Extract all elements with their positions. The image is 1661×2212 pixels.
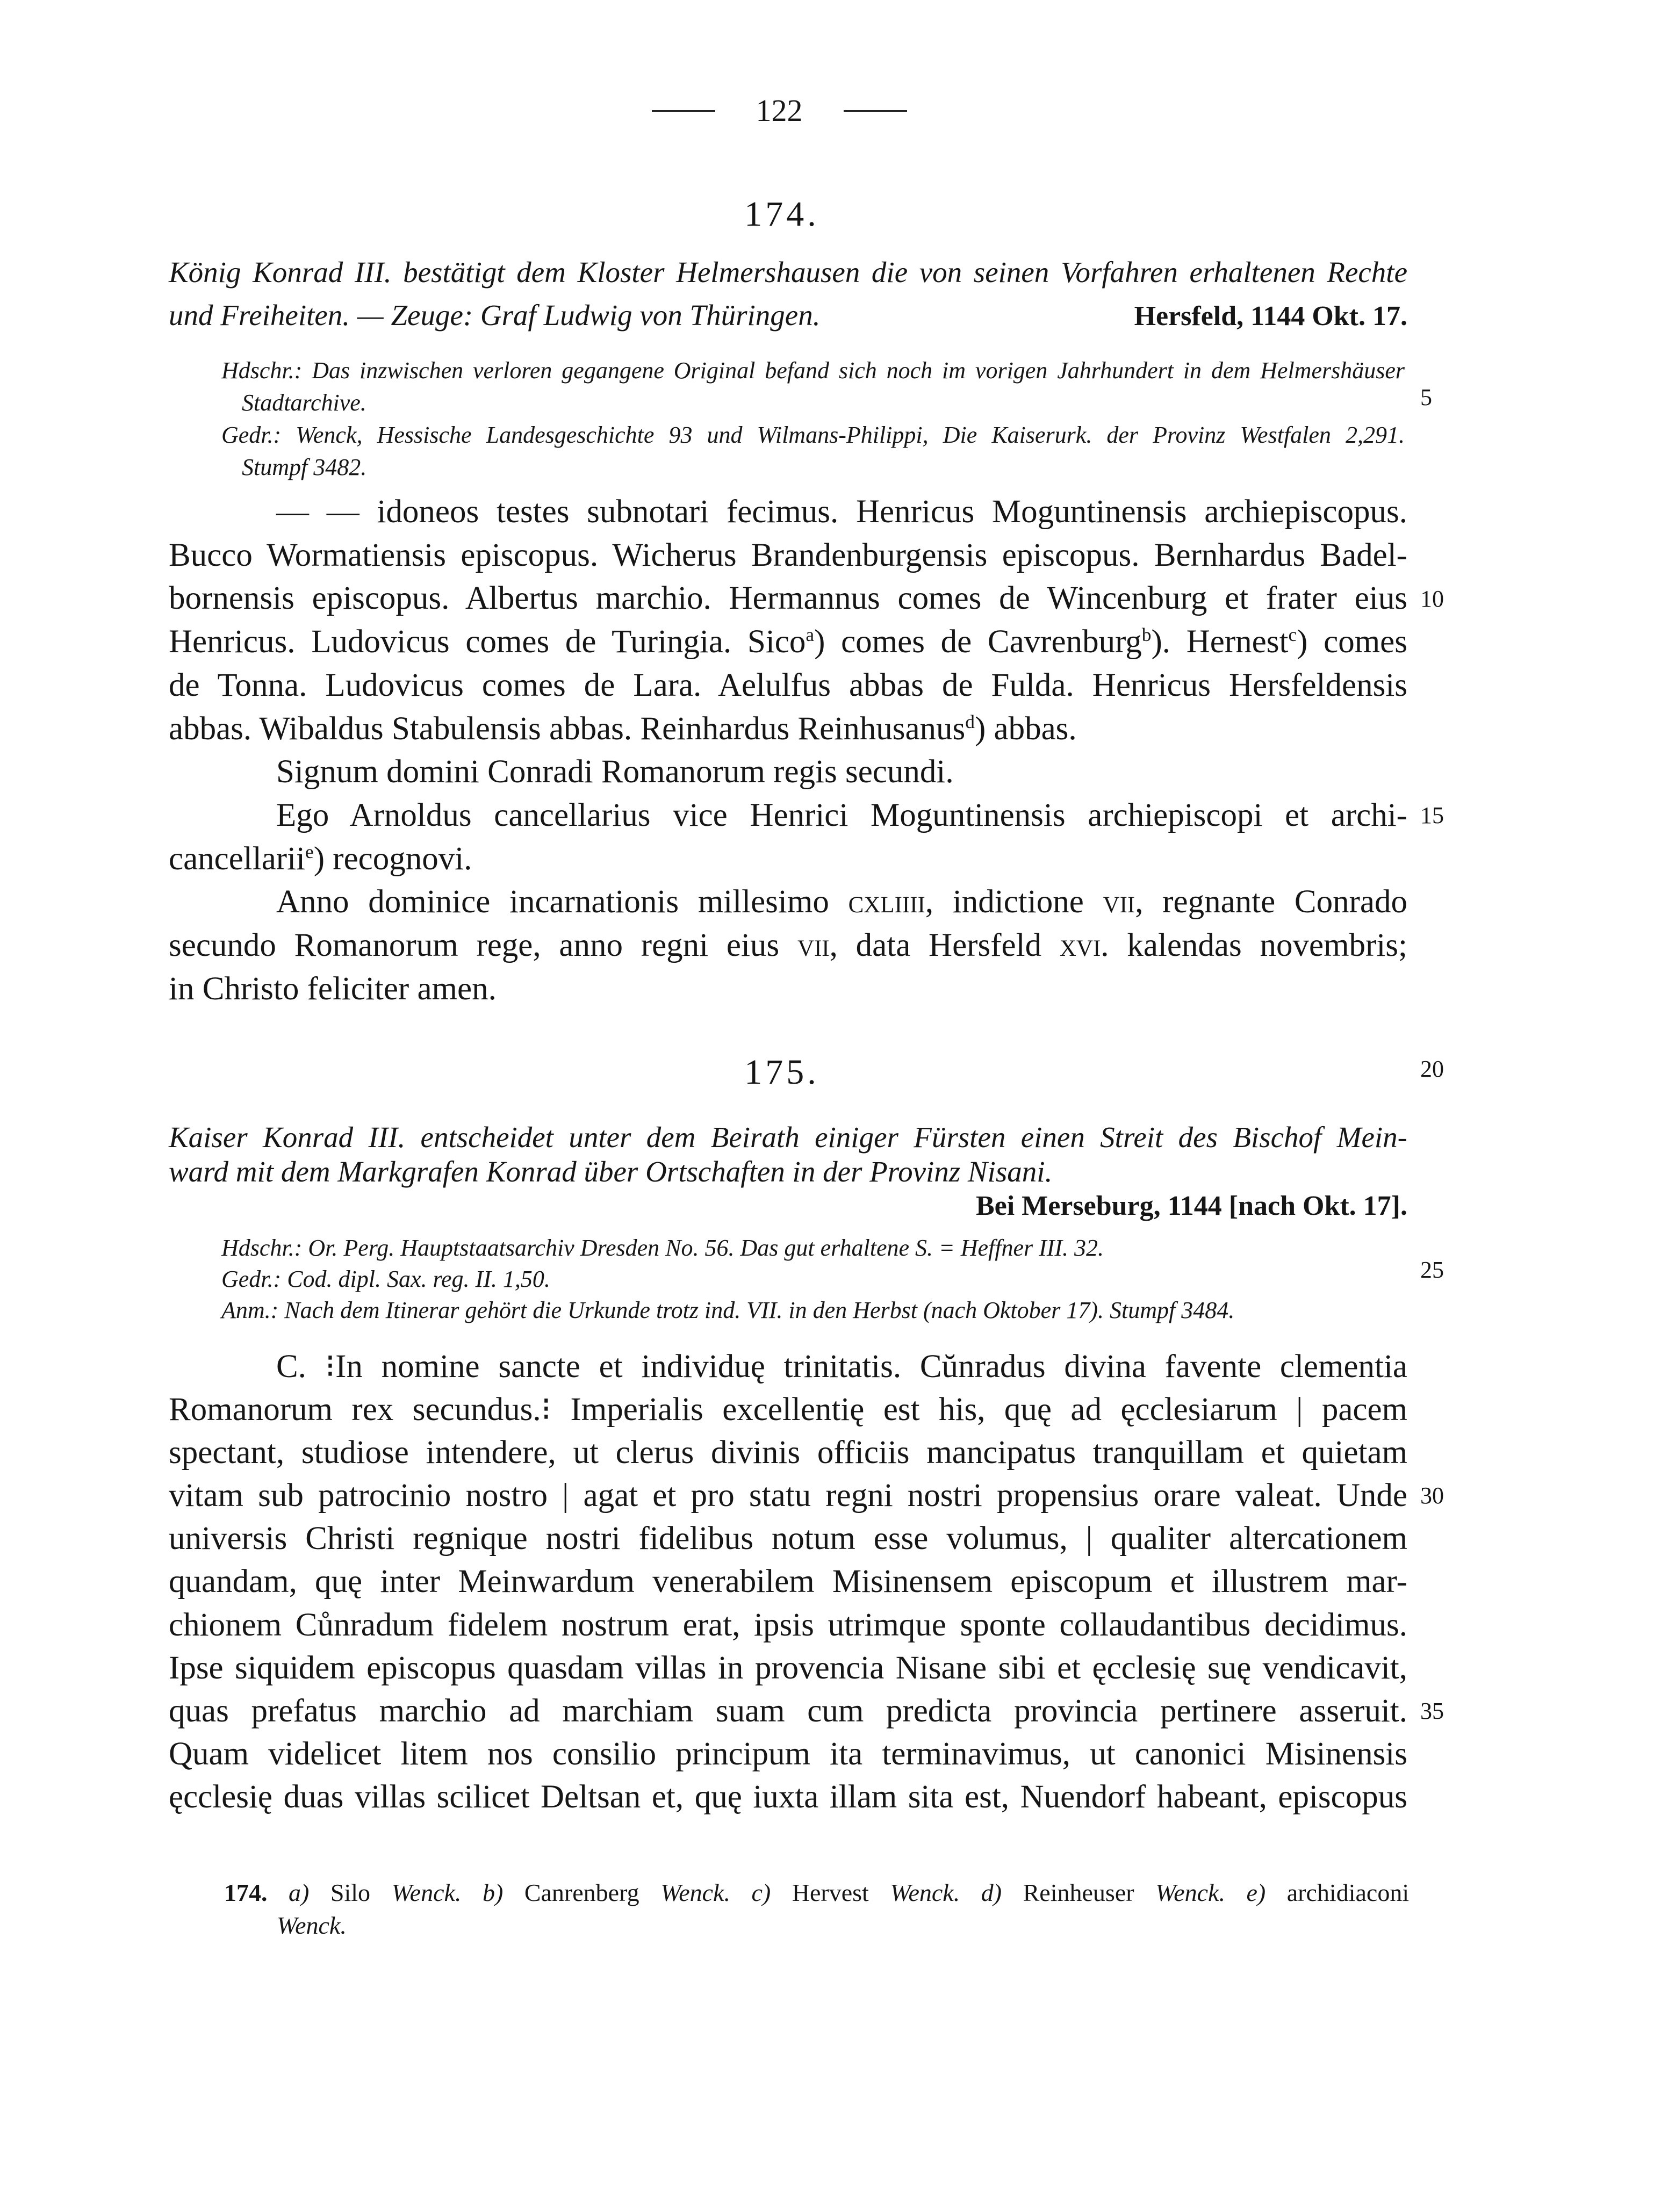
- line-number-15: 15: [1420, 802, 1444, 828]
- text-segment: Anno dominice incarnationis millesimo: [276, 884, 849, 920]
- text-segment: abbas. Wibaldus Stabulensis abbas. Reinhardus Reinhusanus: [169, 710, 966, 747]
- footnote-variant: Canrenberg: [524, 1879, 639, 1906]
- source-notes-175: [221, 1233, 1405, 1326]
- footnote-mark-a: a: [806, 623, 815, 645]
- line-number-35: 35: [1420, 1698, 1444, 1724]
- text-line: [169, 924, 1407, 968]
- roman-numeral: vii: [797, 927, 830, 964]
- regest-line: Kaiser Konrad III. entscheidet unter dem Beirath einiger Fürsten einen Streit des Bischof Mein-: [169, 1121, 1407, 1154]
- text-segment: , regnante Conrado: [1135, 884, 1407, 920]
- note-line: Hdschr.: Or. Perg. Hauptstaatsarchiv Dresden No. 56. Das gut erhaltene S. = Heffner III. 32.: [221, 1235, 1104, 1261]
- text-line: bornensis episcopus. Albertus marchio. Hermannus comes de Wincenburg et frater eius: [169, 580, 1407, 617]
- line-number-30: 30: [1420, 1482, 1444, 1509]
- place-date: Hersfeld, 1144 Okt. 17.: [1134, 301, 1407, 332]
- text-segment: cancellarii: [169, 840, 305, 877]
- footnote-line: [224, 1909, 1409, 1942]
- footnote-mark: e): [1246, 1879, 1266, 1906]
- footnote-line: [224, 1876, 1409, 1909]
- footnote-mark: a): [289, 1879, 310, 1906]
- text-line: chionem Cůnradum fidelem nostrum erat, ipsis utrimque sponte collaudantibus decidimus.: [169, 1606, 1407, 1643]
- roman-numeral: cxliiii: [848, 884, 925, 920]
- footnote-variant: Reinheuser: [1023, 1879, 1134, 1906]
- footnote-mark: b): [482, 1879, 504, 1906]
- text-segment: ) comes de Cavrenburg: [814, 624, 1142, 660]
- text-segment: ) recognovi.: [313, 840, 472, 877]
- note-line: Stumpf 3482.: [242, 454, 367, 480]
- header-rule-left: [652, 110, 715, 112]
- text-line: [169, 708, 1407, 751]
- page-number: 122: [756, 93, 803, 128]
- text-segment: ) abbas.: [974, 710, 1077, 747]
- footnote-source: Wenck.: [277, 1912, 347, 1939]
- footnote-variant: Silo: [330, 1879, 371, 1906]
- footnote-source: Wenck.: [660, 1879, 730, 1906]
- footnote-source: Wenck.: [391, 1879, 462, 1906]
- note-line: Hdschr.: Das inzwischen verloren gegangene Original befand sich noch im vorigen Jahrhundert in dem Helmershäuser: [221, 357, 1405, 384]
- text-line: quas prefatus marchio ad marchiam suam cum predicta provincia pertinere asseruit.: [169, 1692, 1407, 1729]
- regest-line-with-date: [169, 294, 1407, 338]
- text-line: — — idoneos testes subnotari fecimus. Henricus Moguntinensis archiepiscopus.: [276, 494, 1407, 530]
- text-line: vitam sub patrocinio nostro | agat et pro statu regni nostri propensius orare valeat. Unde: [169, 1478, 1407, 1514]
- footnote-source: Wenck.: [890, 1879, 960, 1906]
- charter-number-175: 175.: [744, 1053, 819, 1092]
- text-line: Ipse siquidem episcopus quasdam villas in provencia Nisane sibi et ęcclesię suę vendicavit,: [169, 1649, 1407, 1686]
- text-segment: ) comes: [1297, 624, 1407, 660]
- text-line: Signum domini Conradi Romanorum regis secundi.: [276, 754, 954, 790]
- footnotes: [224, 1876, 1409, 1942]
- note-line: Gedr.: Cod. dipl. Sax. reg. II. 1,50.: [221, 1266, 550, 1292]
- charter-text-175: [169, 1345, 1407, 1819]
- regest-line: ward mit dem Markgrafen Konrad über Ortschaften in der Provinz Nisani.: [169, 1155, 1053, 1188]
- footnote-mark-d: d: [965, 710, 975, 732]
- text-line: Ego Arnoldus cancellarius vice Henrici Moguntinensis archiepiscopi et archi-: [276, 797, 1407, 833]
- text-segment: , indictione: [925, 884, 1103, 920]
- text-segment: Henricus. Ludovicus comes de Turingia. Sico: [169, 624, 806, 660]
- roman-numeral: vii: [1103, 884, 1135, 920]
- footnote-source: Wenck.: [1155, 1879, 1225, 1906]
- note-line: Gedr.: Wenck, Hessische Landesgeschichte 93 und Wilmans-Philippi, Die Kaiserurk. der Provinz Westfalen 2,291.: [221, 422, 1405, 448]
- text-line: in Christo feliciter amen.: [169, 970, 497, 1007]
- regest-line: König Konrad III. bestätigt dem Kloster Helmershausen die von seinen Vorfahren erhaltenen Rechte: [169, 256, 1407, 289]
- text-line: spectant, studiose intendere, ut clerus divinis officiis mancipatus tranquillam et quietam: [169, 1435, 1407, 1471]
- charter-number-174: 174.: [744, 194, 819, 234]
- regest-line: und Freiheiten. — Zeuge: Graf Ludwig von Thüringen.: [169, 299, 821, 332]
- footnote-mark-c: c: [1288, 623, 1297, 645]
- text-line: Quam videlicet litem nos consilio principum ita terminavimus, ut canonici Misinensis: [169, 1735, 1407, 1772]
- line-number-20: 20: [1420, 1056, 1444, 1082]
- note-line: Anm.: Nach dem Itinerar gehört die Urkunde trotz ind. VII. in den Herbst (nach Oktober 17). Stumpf 3484.: [221, 1297, 1235, 1323]
- text-segment: ). Hernest: [1151, 624, 1289, 660]
- line-number-5: 5: [1420, 384, 1432, 410]
- footnote-mark-e: e: [305, 840, 314, 862]
- text-segment: secundo Romanorum rege, anno regni eius: [169, 927, 797, 964]
- footnote-variant: archidiaconi: [1286, 1879, 1410, 1906]
- source-notes-174: [221, 355, 1405, 484]
- text-line: Romanorum rex secundus.⁝ Imperialis excellentię est his, quę ad ęcclesiarum | pacem: [169, 1392, 1407, 1428]
- header-rule-right: [844, 110, 907, 112]
- line-number-25: 25: [1420, 1257, 1444, 1283]
- text-line: [169, 621, 1407, 664]
- text-line: universis Christi regnique nostri fidelibus notum esse volumus, | qualiter altercationem: [169, 1521, 1407, 1557]
- text-segment: kalendas novembris;: [1109, 927, 1407, 964]
- footnote-mark-b: b: [1141, 623, 1152, 645]
- charter-text-174: [169, 491, 1407, 1011]
- regest-175: [169, 1120, 1407, 1223]
- footnote-ref: 174.: [224, 1879, 268, 1906]
- regest-174: [169, 251, 1407, 338]
- footnote-variant: Hervest: [792, 1879, 869, 1906]
- roman-numeral: xvi.: [1059, 927, 1109, 964]
- text-line: quandam, quę inter Meinwardum venerabilem Misinensem episcopum et illustrem mar-: [169, 1563, 1407, 1600]
- note-line: Stadtarchive.: [242, 390, 366, 416]
- text-line: C. ⁝In nomine sancte et individuę trinitatis. Cŭnradus divina favente clementia: [276, 1349, 1407, 1385]
- text-line: [169, 838, 1407, 881]
- place-date: Bei Merseburg, 1144 [nach Okt. 17].: [975, 1191, 1407, 1221]
- text-line: de Tonna. Ludovicus comes de Lara. Aelulfus abbas de Fulda. Henricus Hersfeldensis: [169, 667, 1407, 703]
- footnote-mark: c): [751, 1879, 771, 1906]
- footnote-mark: d): [981, 1879, 1002, 1906]
- text-segment: , data Hersfeld: [829, 927, 1060, 964]
- running-head: [618, 89, 940, 132]
- line-number-10: 10: [1420, 586, 1444, 612]
- text-line: ęcclesię duas villas scilicet Deltsan et, quę iuxta illam sita est, Nuendorf habeant, episcopus: [169, 1778, 1407, 1815]
- text-line: Bucco Wormatiensis episcopus. Wicherus Brandenburgensis episcopus. Bernhardus Badel-: [169, 537, 1407, 573]
- text-line: [169, 881, 1407, 924]
